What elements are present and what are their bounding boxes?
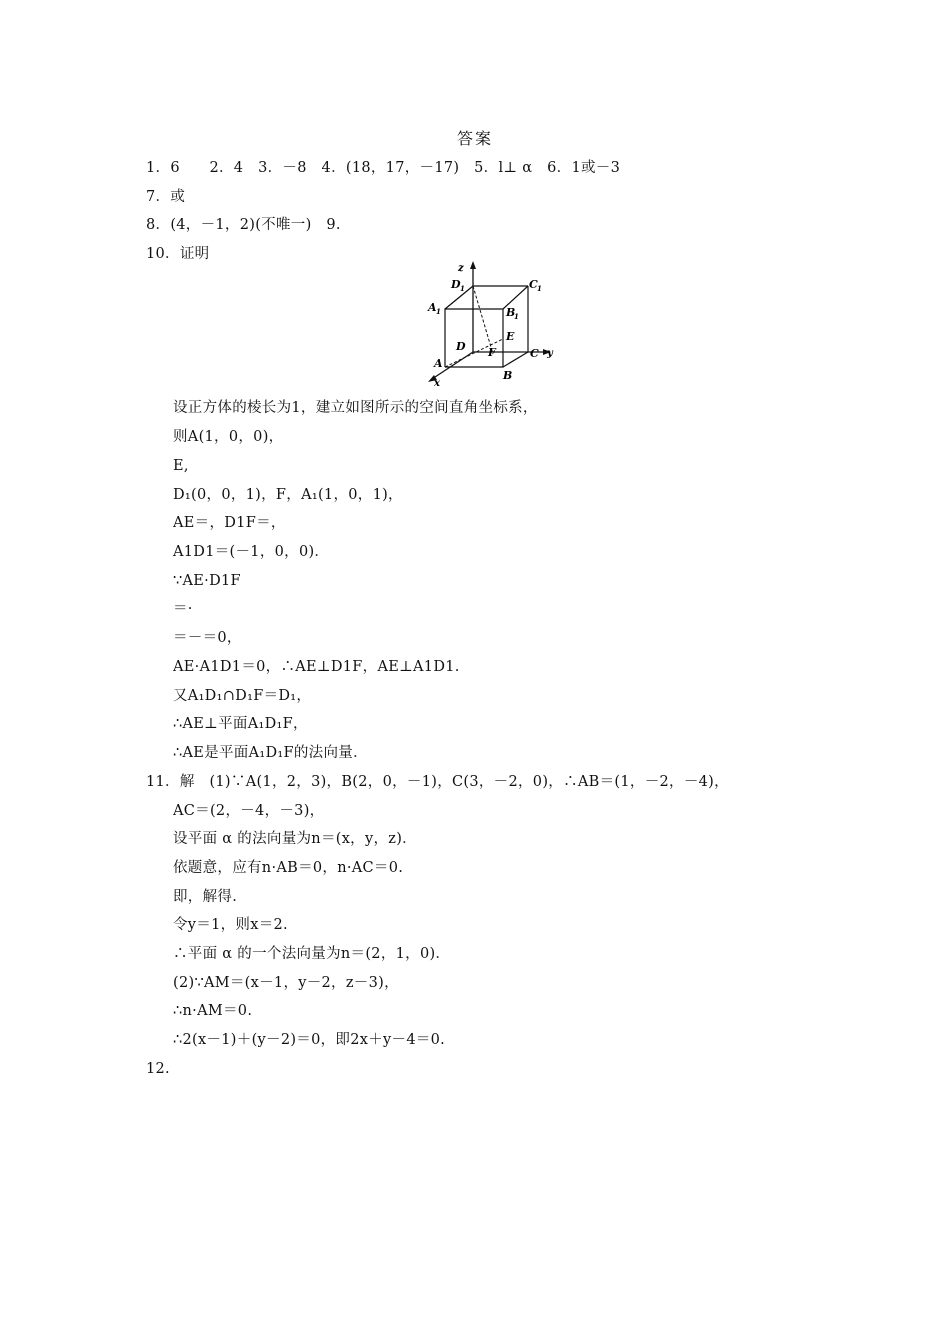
solution-line-3: 依题意，应有n·AB＝0，n·AC＝0. [173,860,404,876]
solution-line-4: 即，解得. [173,889,238,905]
proof-line-9: ＝－＝0， [173,630,242,646]
solution-line-8: ∴n·AM＝0. [173,1003,253,1019]
solution-line-9: ∴2(x－1)＋(y－2)＝0，即2x＋y－4＝0. [173,1032,446,1048]
label-d: D [456,340,466,353]
label-b: B [503,369,513,382]
proof-line-6: A1D1＝(－1，0，0)． [173,544,330,560]
proof-line-3: E, [173,458,189,474]
proof-line-13: ∴AE是平面A₁D₁F的法向量． [173,745,368,761]
solution-line-1: AC＝(2，－4，－3)， [173,803,325,819]
proof-line-4: D₁(0，0，1)，F，A₁(1，0，1)， [173,487,403,503]
solution-line-7: (2)∵AM＝(x－1，y－2，z－3)， [173,975,399,991]
label-x: x [434,378,440,389]
proof-line-5: AE＝，D1F＝， [173,515,286,531]
label-c1: C [529,278,538,291]
label-e: E [506,330,515,343]
label-c1-sub: 1 [537,284,542,293]
answer-line-10: 10．证明 [146,246,210,262]
answer-line-1-6: 1．6 2．4 3．－8 4．(18，17，－17) 5．l⊥ α 6．1或－3 [146,160,621,176]
label-b1-sub: 1 [514,312,519,321]
proof-line-7: ∵AE·D1F [173,573,241,589]
label-f: F [488,346,496,359]
label-a1: A [428,301,437,314]
label-b1: B [506,306,516,319]
proof-line-10: AE·A1D1＝0，∴AE⊥D1F，AE⊥A1D1. [173,659,460,675]
answer-line-11: 11．解 (1)∵A(1，2，3)，B(2，0，－1)，C(3，－2，0)，∴AB＝(1，－2，－4)， [146,774,729,790]
answer-line-8-9: 8．(4，－1，2)(不唯一) 9. [146,217,341,233]
proof-line-11: 又A₁D₁∩D₁F＝D₁， [173,688,312,704]
cube-coordinate-figure [418,259,568,391]
proof-line-2: 则A(1，0，0)， [173,429,284,445]
label-y: y [547,348,553,359]
proof-line-12: ∴AE⊥平面A₁D₁F， [173,716,308,732]
solution-line-6: ∴平面 α 的一个法向量为n＝(2，1，0)． [173,946,451,962]
solution-line-2: 设平面 α 的法向量为n＝(x，y，z)． [173,831,417,847]
label-d1: D [451,278,461,291]
answer-line-12: 12. [146,1061,170,1077]
label-a: A [434,357,443,370]
label-a1-sub: 1 [436,307,441,316]
answer-line-7: 7．或 [146,189,186,205]
label-d1-sub: 1 [460,284,465,293]
page-title: 答案 [456,129,493,148]
solution-line-5: 令y＝1，则x＝2. [173,917,288,933]
label-z: z [458,263,464,274]
label-c: C [530,347,539,360]
proof-line-8: ＝· [173,601,193,617]
proof-line-1: 设正方体的棱长为1，建立如图所示的空间直角坐标系， [173,400,538,416]
